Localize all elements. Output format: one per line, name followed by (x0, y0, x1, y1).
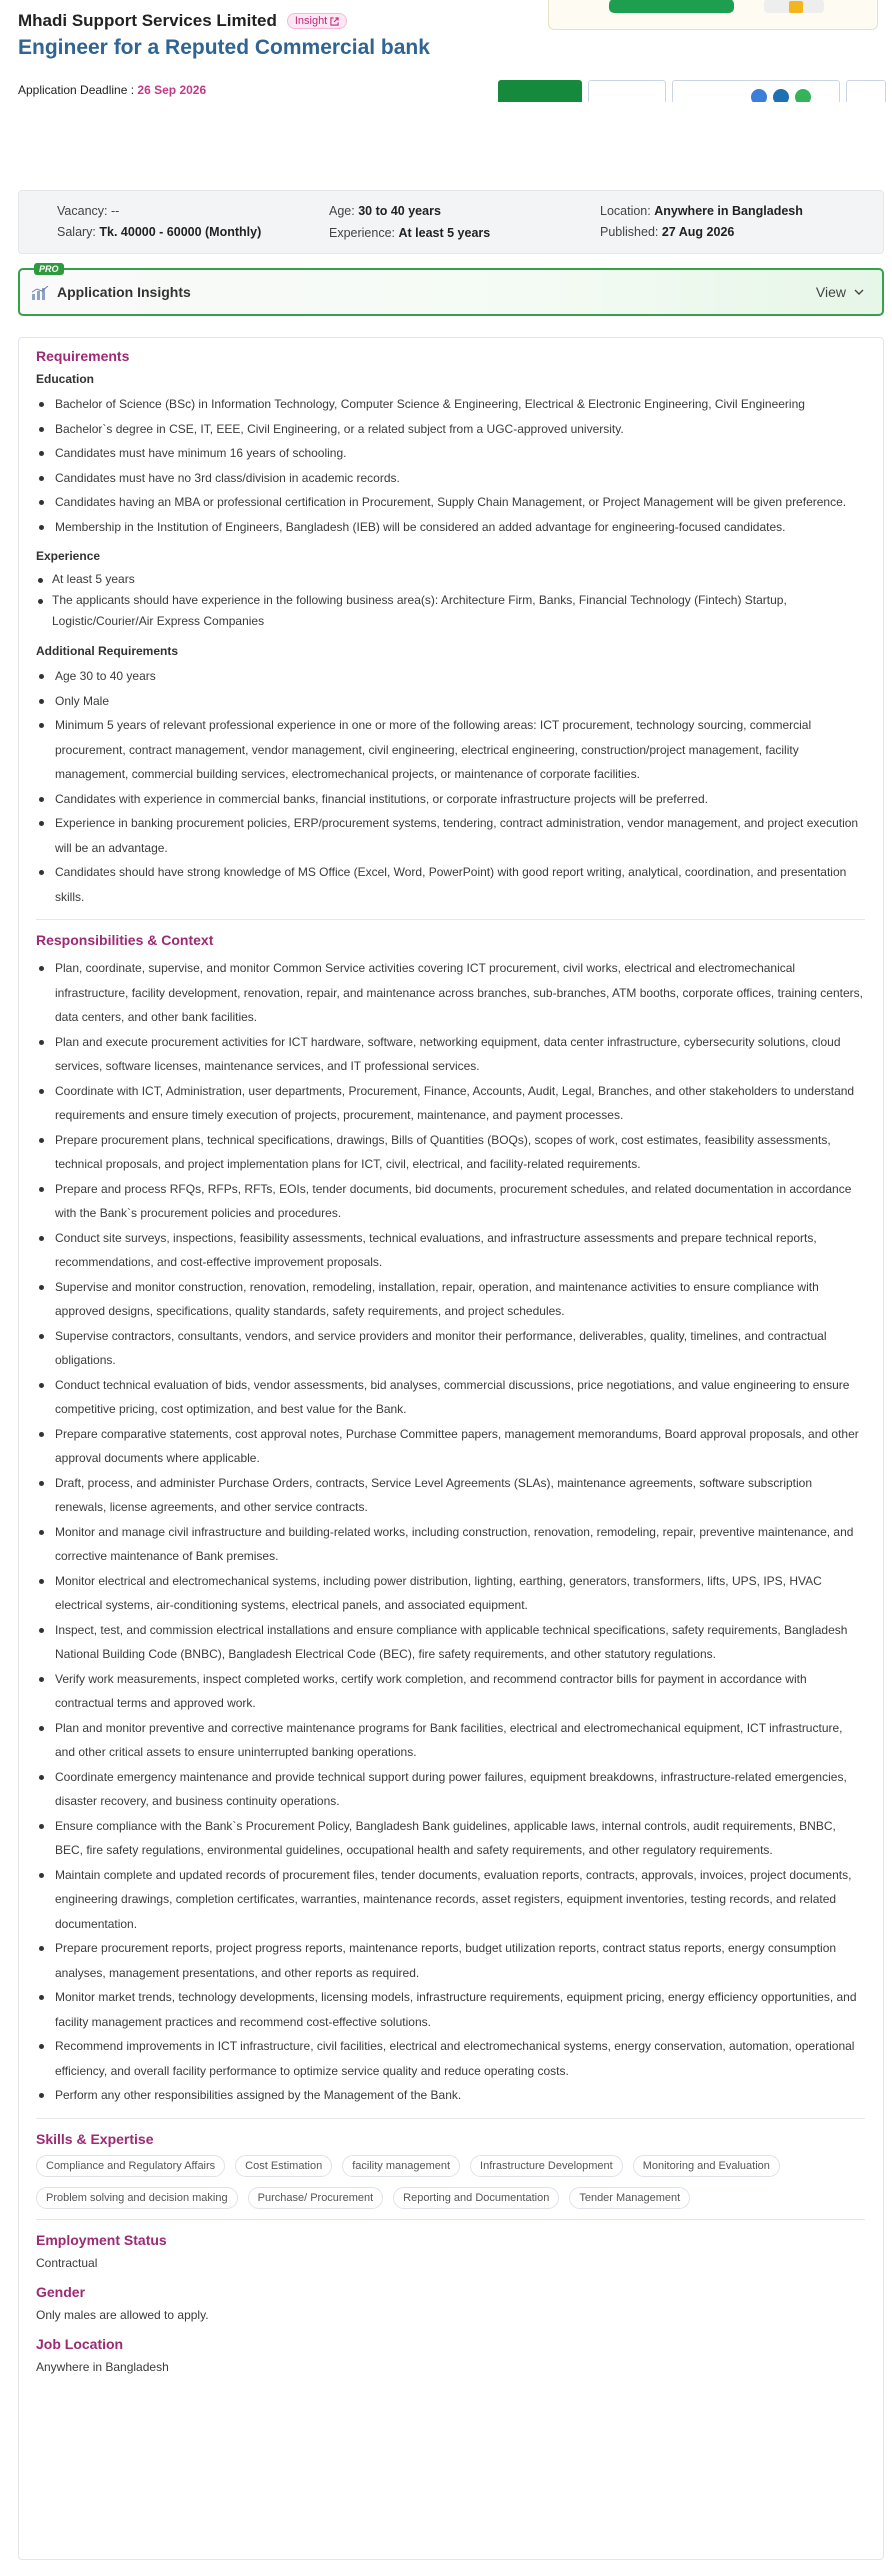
gender-title: Gender (36, 2283, 86, 2300)
list-item: Candidates with experience in commercial banks, financial institutions, or corporate infrastructure projects will be preferred. (36, 787, 865, 812)
list-item: Supervise and monitor construction, renovation, remodeling, installation, repair, operation, and maintenance activities to ensure compliance with approved designs, specifications, quality standards, safety requirements, and project schedules. (36, 1275, 865, 1324)
list-item: Maintain complete and updated records of procurement files, tender documents, evaluation reports, contracts, approvals, invoices, project documents, engineering drawings, completion certificates, warranties, maintenance records, asset registers, equipment inventories, testing records, and related documentation. (36, 1863, 865, 1937)
age (329, 204, 441, 218)
divider (36, 2118, 865, 2119)
list-item: Monitor electrical and electromechanical systems, including power distribution, lighting, earthing, generators, transformers, lifts, UPS, IPS, HVAC electrical systems, air-conditioning systems, electrical panels, and associated equipment. (36, 1569, 865, 1618)
skill-chip[interactable]: Cost Estimation (235, 2155, 332, 2177)
deadline-label: Application Deadline : (18, 83, 135, 97)
job-location-value: Anywhere in Bangladesh (36, 2359, 169, 2374)
application-insights-bar[interactable] (18, 264, 884, 316)
gender-value: Only males are allowed to apply. (36, 2307, 209, 2322)
list-item: Inspect, test, and commission electrical installations and ensure compliance with applicable technical specifications, safety requirements, Bangladesh National Building Code (BNBC), Bangladesh Electrical Code (BEC), fire safety requirements, and other statutory regulations. (36, 1618, 865, 1667)
list-item: Plan and monitor preventive and corrective maintenance programs for Bank facilities, electrical and electromechanical equipment, ICT infrastructure, and other critical assets to ensure uninterrupted banking operations. (36, 1716, 865, 1765)
list-item: Draft, process, and administer Purchase Orders, contracts, Service Level Agreements (SLAs), maintenance agreements, software subscription renewals, license agreements, and other service contracts. (36, 1471, 865, 1520)
list-item: Prepare and process RFQs, RFPs, RFTs, EOIs, tender documents, bid documents, procurement schedules, and related documentation in accordance with the Bank`s procurement policies and procedures. (36, 1177, 865, 1226)
company-row (18, 11, 347, 31)
list-item: Prepare procurement plans, technical specifications, drawings, Bills of Quantities (BOQs), scopes of work, cost estimates, feasibility assessments, technical proposals, and project implementation plans for ICT, civil, electrical, and facility-related requirements. (36, 1128, 865, 1177)
list-item: Ensure compliance with the Bank`s Procurement Policy, Bangladesh Bank guidelines, applicable laws, internal controls, audit requirements, BNBC, BEC, fire safety regulations, environmental guidelines, occupational health and safety requirements, and other regulatory requirements. (36, 1814, 865, 1863)
insight-badge[interactable] (287, 13, 347, 29)
chevron-down-icon (854, 289, 864, 296)
skills-list (36, 2155, 836, 2209)
list-item: Monitor market trends, technology developments, licensing models, infrastructure requirements, equipment pricing, energy efficiency opportunities, and facility management practices and recommend cost-effective solutions. (36, 1985, 865, 2034)
view-label: View (815, 284, 846, 300)
insight-label: Insight (294, 15, 328, 27)
list-item: Experience in banking procurement policies, ERP/procurement systems, tendering, contract administration, vendor management, and project execution will be an advantage. (36, 811, 865, 860)
company-name[interactable]: Mhadi Support Services Limited (18, 11, 277, 30)
linkedin-icon[interactable] (773, 89, 789, 102)
list-item: Candidates must have no 3rd class/division in academic records. (36, 466, 865, 491)
skill-chip[interactable]: Monitoring and Evaluation (633, 2155, 780, 2177)
skill-chip[interactable]: Infrastructure Development (470, 2155, 623, 2177)
list-item: At least 5 years (36, 569, 865, 590)
list-item: Plan and execute procurement activities for ICT hardware, software, networking equipment, data center infrastructure, cybersecurity solutions, cloud services, software licenses, maintenance services, and IT professional services. (36, 1030, 865, 1079)
sticky-star-icon (789, 1, 803, 13)
age-value: 30 to 40 years (358, 204, 441, 218)
salary (57, 225, 261, 239)
whatsapp-icon[interactable] (795, 89, 811, 102)
list-item: Bachelor of Science (BSc) in Information Technology, Computer Science & Engineering, Electrical & Electronic Engineering, Civil Engineering (36, 392, 865, 417)
skill-chip[interactable]: Reporting and Documentation (393, 2187, 559, 2209)
vacancy-value: -- (110, 204, 120, 218)
additional-requirements-title: Additional Requirements (36, 644, 179, 658)
skill-chip[interactable]: facility management (342, 2155, 460, 2177)
employment-status-value: Contractual (36, 2255, 98, 2270)
list-item: Candidates should have strong knowledge of MS Office (Excel, Word, PowerPoint) with good report writing, analytical, coordination, and presentation skills. (36, 860, 865, 909)
external-link-icon (330, 17, 339, 26)
list-item: Coordinate emergency maintenance and provide technical support during power failures, equipment breakdowns, infrastructure-related emergencies, disaster recovery, and business continuity operations. (36, 1765, 865, 1814)
list-item: Perform any other responsibilities assigned by the Management of the Bank. (36, 2083, 865, 2108)
sticky-apply-button[interactable] (609, 0, 734, 13)
list-item: Coordinate with ICT, Administration, user departments, Procurement, Finance, Accounts, Audit, Legal, Branches, and other stakeholders to understand requirements and ensure timely execution of projects, procurement, maintenance, and payment processes. (36, 1079, 865, 1128)
employment-status-title: Employment Status (36, 2231, 167, 2248)
list-item: Candidates must have minimum 16 years of schooling. (36, 441, 865, 466)
list-item: Plan, coordinate, supervise, and monitor Common Service activities covering ICT procurement, civil works, electrical and electromechanical infrastructure, facility development, renovation, repair, and maintenance across branches, sub-branches, ATM booths, corporate offices, training centers, data centers, and other bank facilities. (36, 956, 865, 1030)
experience-value: At least 5 years (398, 226, 491, 240)
experience-list (36, 569, 865, 632)
salary-value: Tk. 40000 - 60000 (Monthly) (99, 225, 262, 239)
list-item: Prepare procurement reports, project progress reports, maintenance reports, budget utilization reports, contract status reports, energy consumption analyses, management presentations, and other reports as required. (36, 1936, 865, 1985)
list-item: Conduct technical evaluation of bids, vendor assessments, bid analyses, commercial discussions, price negotiations, and value engineering to ensure competitive pricing, cost optimization, and best value for the Bank. (36, 1373, 865, 1422)
list-item: Monitor and manage civil infrastructure and building-related works, including construction, renovation, remodeling, repair, preventive maintenance, and corrective maintenance of Bank premises. (36, 1520, 865, 1569)
job-title: Engineer for a Reputed Commercial bank (18, 36, 430, 59)
job-header (18, 0, 878, 120)
responsibilities-list (36, 956, 865, 2108)
list-item: Membership in the Institution of Engineers, Bangladesh (IEB) will be considered an added advantage for engineering-focused candidates. (36, 515, 865, 540)
list-item: Only Male (36, 689, 865, 714)
age-label: Age: (329, 204, 355, 218)
pro-badge: PRO (34, 263, 64, 275)
experience-label: Experience: (329, 226, 396, 240)
list-item: Age 30 to 40 years (36, 664, 865, 689)
list-item: Verify work measurements, inspect completed works, certify work completion, and recommend contractor bills for payment in accordance with contractual terms and approved work. (36, 1667, 865, 1716)
additional-requirements-list (36, 664, 865, 909)
sticky-apply-card (548, 0, 878, 30)
list-item: Supervise contractors, consultants, vendors, and service providers and monitor their performance, deliverables, quality, timelines, and contractual obligations. (36, 1324, 865, 1373)
divider (36, 2219, 865, 2220)
list-item: Recommend improvements in ICT infrastructure, civil facilities, electrical and electromechanical systems, energy conservation, automation, operational efficiency, and overall facility performance to optimize service quality and reduce operating costs. (36, 2034, 865, 2083)
divider (36, 919, 865, 920)
experience-title: Experience (36, 549, 101, 563)
job-summary (18, 190, 884, 254)
list-item: Minimum 5 years of relevant professional experience in one or more of the following areas: ICT procurement, technology sourcing, commercial procurement, contract management, vendor management, civil engineering, electrical engineering, construction/project management, facility management, commercial building services, electromechanical projects, or maintenance of corporate facilities. (36, 713, 865, 787)
location-value: Anywhere in Bangladesh (654, 204, 803, 218)
skill-chip[interactable]: Problem solving and decision making (36, 2187, 238, 2209)
skill-chip[interactable]: Compliance and Regulatory Affairs (36, 2155, 225, 2177)
list-item: Candidates having an MBA or professional certification in Procurement, Supply Chain Management, or Project Management will be given preference. (36, 490, 865, 515)
requirements-title: Requirements (36, 348, 130, 364)
skill-chip[interactable]: Tender Management (569, 2187, 690, 2209)
skill-chip[interactable]: Purchase/ Procurement (248, 2187, 384, 2209)
education-title: Education (36, 372, 95, 386)
action-bar (498, 80, 886, 102)
vacancy-label: Vacancy: (57, 204, 108, 218)
published-value: 27 Aug 2026 (661, 225, 735, 239)
application-deadline (18, 83, 206, 97)
education-list (36, 392, 865, 539)
deadline-date: 26 Sep 2026 (137, 83, 207, 97)
insights-view-toggle[interactable] (816, 284, 864, 300)
list-item: The applicants should have experience in the following business area(s): Architecture Firm, Banks, Financial Technology (Fintech) Startup, Logistic/Courier/Air Express Companies (36, 590, 865, 632)
save-button[interactable] (588, 80, 666, 102)
vacancy (57, 204, 119, 218)
apply-button[interactable] (498, 80, 582, 102)
job-details-card (18, 337, 884, 2560)
facebook-icon[interactable] (751, 89, 767, 102)
list-item: Bachelor`s degree in CSE, IT, EEE, Civil Engineering, or a related subject from a UGC-approved university. (36, 417, 865, 442)
share-button[interactable] (672, 80, 840, 102)
list-item: Conduct site surveys, inspections, feasibility assessments, technical evaluations, and infrastructure assessments and prepare technical reports, recommendations, and cost-effective improvement proposals. (36, 1226, 865, 1275)
location-label: Location: (600, 204, 651, 218)
bar-chart-icon (31, 286, 49, 300)
responsibilities-title: Responsibilities & Context (36, 932, 214, 948)
experience (329, 226, 490, 240)
location (600, 204, 803, 218)
list-item: Prepare comparative statements, cost approval notes, Purchase Committee papers, management memorandums, Board approval proposals, and other approval documents where applicable. (36, 1422, 865, 1471)
insights-label: Application Insights (57, 284, 191, 300)
published-label: Published: (600, 225, 659, 239)
more-options-button[interactable] (846, 80, 886, 102)
skills-title: Skills & Expertise (36, 2130, 154, 2147)
published (600, 225, 734, 239)
job-location-title: Job Location (36, 2335, 124, 2352)
salary-label: Salary: (57, 225, 96, 239)
